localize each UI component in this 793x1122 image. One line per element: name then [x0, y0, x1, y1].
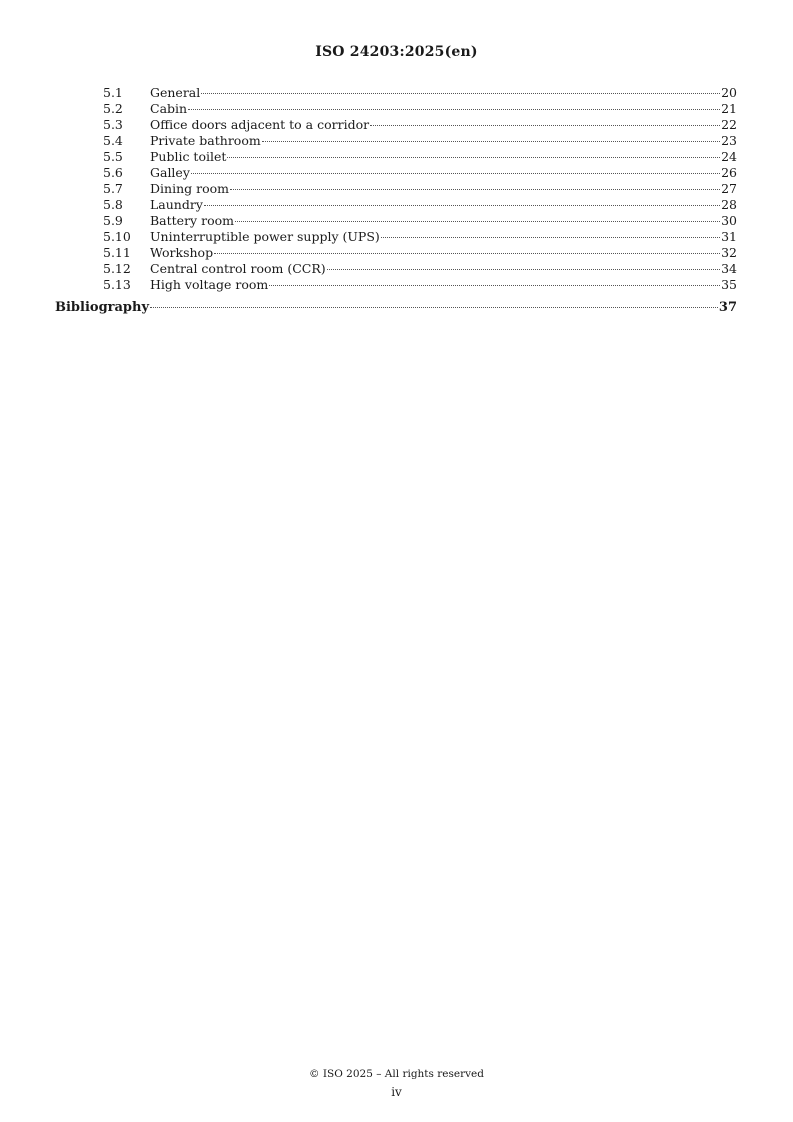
dot-leader	[269, 285, 720, 286]
dot-leader	[227, 157, 720, 158]
toc-entry-5-11[interactable]	[55, 245, 737, 261]
toc-entry-title: Private bathroom	[150, 133, 261, 148]
dot-leader	[235, 221, 720, 222]
dot-leader	[204, 205, 720, 206]
toc-entry-title: Dining room	[150, 181, 229, 196]
toc-entry-number: 5.10	[103, 229, 131, 244]
toc-entry-number: 5.13	[103, 277, 131, 292]
toc-entry-5-5[interactable]	[55, 149, 737, 165]
dot-leader	[214, 253, 720, 254]
toc-entry-number: 5.7	[103, 181, 123, 196]
toc-entry-bibliography[interactable]	[55, 300, 737, 316]
toc-entry-title: General	[150, 85, 201, 100]
toc-entry-5-1[interactable]	[55, 85, 737, 101]
toc-entry-5-7[interactable]	[55, 181, 737, 197]
toc-entry-5-4[interactable]	[55, 133, 737, 149]
toc-entry-title: Cabin	[150, 101, 188, 116]
toc-entry-title: Galley	[150, 165, 190, 180]
toc-entry-title: Workshop	[150, 245, 214, 260]
toc-entry-number: 5.8	[103, 197, 123, 212]
toc-entry-5-8[interactable]	[55, 197, 737, 213]
dot-leader	[381, 237, 720, 238]
toc-entry-page: 23	[721, 133, 737, 148]
toc-entry-number: 5.5	[103, 149, 123, 164]
toc-entry-title: Office doors adjacent to a corridor	[150, 117, 370, 132]
copyright-notice: © ISO 2025 – All rights reserved	[309, 1068, 484, 1080]
dot-leader	[262, 141, 720, 142]
toc-entry-page: 34	[721, 261, 737, 276]
toc-entry-page: 22	[721, 117, 737, 132]
toc-entry-title: Uninterruptible power supply (UPS)	[150, 229, 380, 244]
toc-entry-number: 5.2	[103, 101, 123, 116]
toc-entry-page: 31	[721, 229, 737, 244]
toc-entry-page: 21	[721, 101, 737, 116]
toc-entry-page: 37	[718, 300, 737, 315]
toc-entry-page: 20	[721, 85, 737, 100]
toc-entry-title: Public toilet	[150, 149, 227, 164]
toc-entry-5-12[interactable]	[55, 261, 737, 277]
toc-entry-page: 35	[721, 277, 737, 292]
toc-entry-title: Central control room (CCR)	[150, 261, 326, 276]
dot-leader	[327, 269, 720, 270]
toc-entry-5-13[interactable]	[55, 277, 737, 293]
dot-leader	[188, 109, 720, 110]
dot-leader	[191, 173, 720, 174]
toc-entry-title: Laundry	[150, 197, 203, 212]
toc-entry-page: 28	[721, 197, 737, 212]
toc-entry-title: Bibliography	[55, 300, 150, 315]
toc-entry-number: 5.1	[103, 85, 123, 100]
page-number: iv	[391, 1085, 402, 1099]
toc-entry-number: 5.12	[103, 261, 131, 276]
toc-entry-5-6[interactable]	[55, 165, 737, 181]
toc-entry-page: 30	[721, 213, 737, 228]
toc-entry-5-3[interactable]	[55, 117, 737, 133]
toc-entry-page: 27	[721, 181, 737, 196]
dot-leader	[150, 307, 718, 308]
table-of-contents	[55, 85, 737, 316]
toc-entry-page: 24	[721, 149, 737, 164]
toc-entry-5-2[interactable]	[55, 101, 737, 117]
toc-entry-5-9[interactable]	[55, 213, 737, 229]
toc-entry-page: 26	[721, 165, 737, 180]
toc-entry-number: 5.9	[103, 213, 123, 228]
toc-entry-page: 32	[721, 245, 737, 260]
toc-entry-number: 5.11	[103, 245, 131, 260]
toc-entry-title: High voltage room	[150, 277, 269, 292]
toc-entry-5-10[interactable]	[55, 229, 737, 245]
toc-entry-number: 5.3	[103, 117, 123, 132]
toc-entry-number: 5.6	[103, 165, 123, 180]
toc-entry-number: 5.4	[103, 133, 123, 148]
document-header: ISO 24203:2025(en)	[315, 44, 478, 60]
dot-leader	[201, 93, 720, 94]
dot-leader	[370, 125, 720, 126]
toc-entry-title: Battery room	[150, 213, 234, 228]
dot-leader	[230, 189, 720, 190]
